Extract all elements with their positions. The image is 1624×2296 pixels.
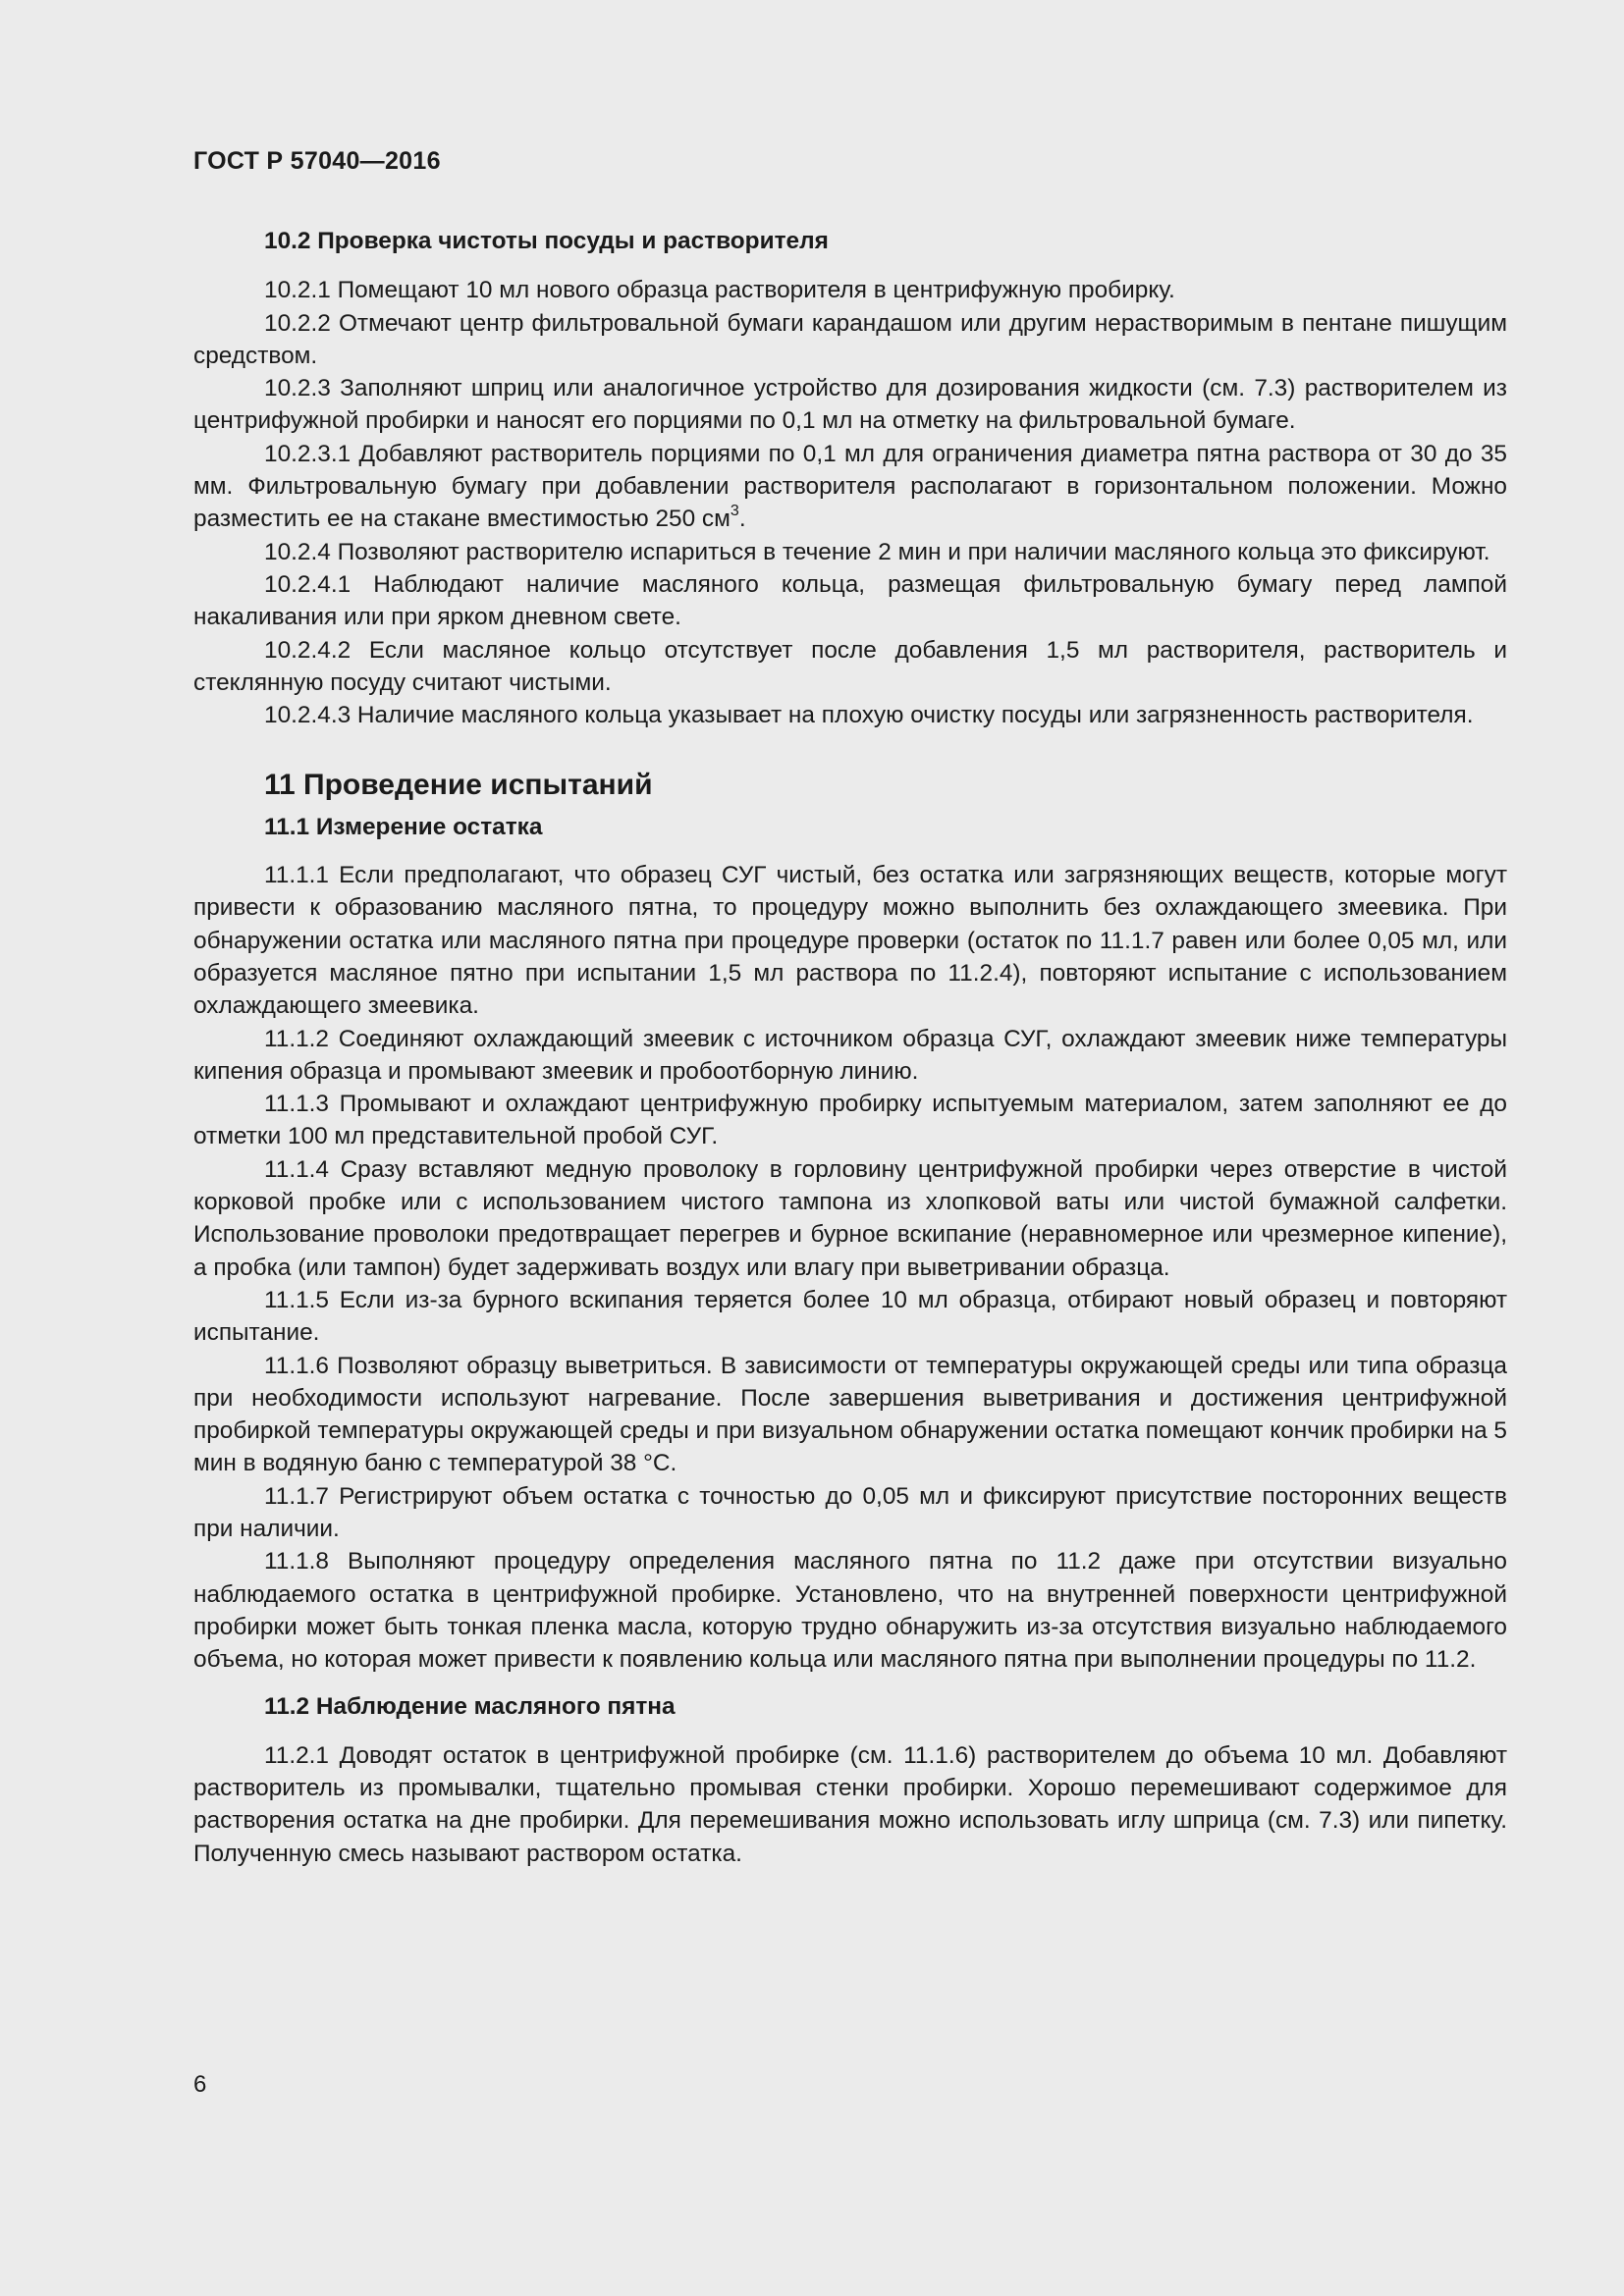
section-10-2-title: 10.2 Проверка чистоты посуды и растворителя	[264, 228, 829, 254]
paragraph-10-2-3-1	[193, 438, 1507, 536]
paragraph-10-2-2: 10.2.2 Отмечают центр фильтровальной бумаги карандашом или другим нерастворимым в пентане пишущим средством.	[193, 309, 1507, 369]
paragraph-11-1-2: 11.1.2 Соединяют охлаждающий змеевик с источником образца СУГ, охлаждают змеевик ниже температуры кипения образца и промывают змеевик и пробоотборную линию.	[193, 1025, 1507, 1085]
paragraph-11-1-1: 11.1.1 Если предполагают, что образец СУГ чистый, без остатка или загрязняющих веществ, которые могут привести к образованию масляного пятна, то процедуру можно выполнить без охлаждающего змеевика. При обнаружении остатка или масляного пятна при процедуре проверки (остаток по 11.1.7 равен или более 0,05 мл, или образуется масляное пятно при испытании 1,5 мл раствора по 11.2.4), повторяют испытание с использованием охлаждающего змеевика.	[193, 862, 1507, 1020]
paragraph-11-1-8: 11.1.8 Выполняют процедуру определения масляного пятна по 11.2 даже при отсутствии визуально наблюдаемого остатка в центрифужной пробирке. Установлено, что на внутренней поверхности центрифужной пробирки может быть тонкая пленка масла, которую трудно обнаружить из-за отсутствия визуально наблюдаемого объема, но которая может привести к появлению кольца или масляного пятна при выполнении процедуры по 11.2.	[193, 1548, 1507, 1674]
paragraph-10-2-1: 10.2.1 Помещают 10 мл нового образца растворителя в центрифужную пробирку.	[264, 277, 1175, 304]
cubic-superscript: 3	[730, 503, 739, 520]
paragraph-11-1-5: 11.1.5 Если из-за бурного вскипания теряется более 10 мл образца, отбирают новый образец и повторяют испытание.	[193, 1286, 1507, 1347]
section-11-1-title: 11.1 Измерение остатка	[264, 813, 543, 840]
page-number: 6	[193, 2071, 207, 2098]
section-11-title: 11 Проведение испытаний	[264, 769, 653, 802]
paragraph-11-1-4: 11.1.4 Сразу вставляют медную проволоку в горловину центрифужной пробирки через отверстие в чистой корковой пробке или с использованием чистого тампона из хлопковой ваты или чистой бумажной салфетки. Использование проволоки предотвращает перегрев и бурное вскипание (неравномерное или чрезмерное кипение), а пробка (или тампон) будет задерживать воздух или влагу при выветривании образца.	[193, 1155, 1507, 1281]
paragraph-10-2-4-2: 10.2.4.2 Если масляное кольцо отсутствует после добавления 1,5 мл растворителя, растворитель и стеклянную посуду считают чистыми.	[193, 636, 1507, 696]
paragraph-10-2-3-1-text: 10.2.3.1 Добавляют растворитель порциями по 0,1 мл для ограничения диаметра пятна раствора от 30 до 35 мм. Фильтровальную бумагу при добавлении растворителя располагают в горизонтальном положении. Можно разместить ее на стакане вместимостью 250 см	[193, 440, 1507, 533]
paragraph-11-1-3: 11.1.3 Промывают и охлаждают центрифужную пробирку испытуемым материалом, затем заполняют ее до отметки 100 мл представительной пробой СУГ.	[193, 1091, 1507, 1150]
paragraph-11-2-1: 11.2.1 Доводят остаток в центрифужной пробирке (см. 11.1.6) растворителем до объема 10 мл. Добавляют растворитель из промывалки, тщательно промывая стенки пробирки. Хорошо перемешивают содержимое для растворения остатка на дне пробирки. Для перемешивания можно использовать иглу шприца (см. 7.3) или пипетку. Полученную смесь называют раствором остатка.	[193, 1741, 1507, 1867]
paragraph-10-2-3: 10.2.3 Заполняют шприц или аналогичное устройство для дозирования жидкости (см. 7.3) растворителем из центрифужной пробирки и наносят его порциями по 0,1 мл на отметку на фильтровальной бумаге.	[193, 375, 1507, 435]
paragraph-11-1-7: 11.1.7 Регистрируют объем остатка с точностью до 0,05 мл и фиксируют присутствие посторонних веществ при наличии.	[193, 1482, 1507, 1542]
section-11-2-title: 11.2 Наблюдение масляного пятна	[264, 1693, 676, 1721]
document-code-header: ГОСТ Р 57040—2016	[193, 147, 441, 175]
paragraph-10-2-4-1: 10.2.4.1 Наблюдают наличие масляного кольца, размещая фильтровальную бумагу перед лампой накаливания или при ярком дневном свете.	[193, 570, 1507, 631]
paragraph-10-2-4: 10.2.4 Позволяют растворителю испариться в течение 2 мин и при наличии масляного кольца это фиксируют.	[264, 538, 1490, 565]
paragraph-11-1-6: 11.1.6 Позволяют образцу выветриться. В зависимости от температуры окружающей среды или типа образца при необходимости используют нагревание. После завершения выветривания и достижения центрифужной пробиркой температуры окружающей среды и при визуальном обнаружении остатка помещают кончик пробирки на 5 мин в водяную баню с температурой 38 °С.	[193, 1352, 1507, 1477]
document-body	[193, 225, 1507, 1870]
paragraph-10-2-3-1-end: .	[738, 506, 746, 533]
paragraph-10-2-4-3: 10.2.4.3 Наличие масляного кольца указывает на плохую очистку посуды или загрязненность растворителя.	[264, 702, 1474, 729]
